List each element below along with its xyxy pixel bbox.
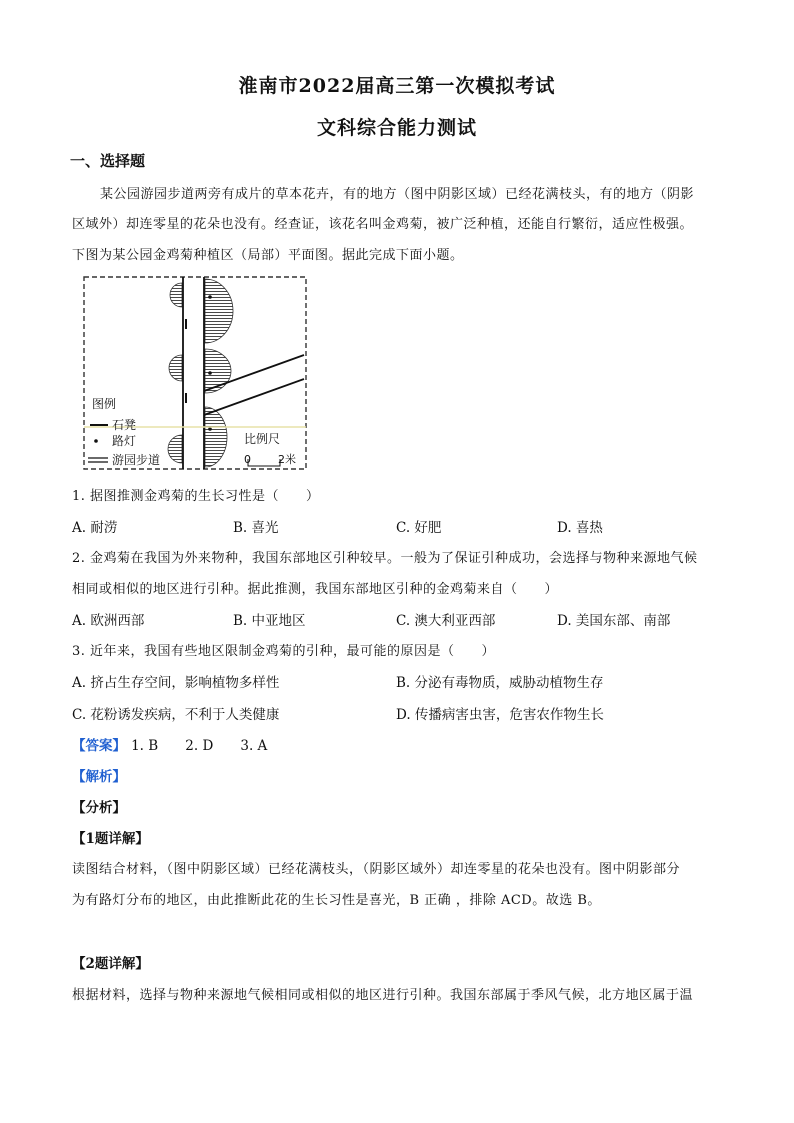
q1-detail-text: 读图结合材料，（图中阴影区域）已经花满枝头，（阴影区域外）却连零星的花朵也没有。图中阴影部分 [72,862,681,877]
answer-line [72,734,267,754]
question-1-option-c[interactable]: C. 好肥 [396,520,442,536]
material-line: 某公园游园步道两旁有成片的草本花卉，有的地方（图中阴影区域）已经花满枝头，有的地方（阴影 [100,187,695,202]
answer-1: 1. B [131,738,159,754]
shaded-area [168,435,182,463]
legend-lamp-icon [94,439,98,443]
legend-lamp-label: 路灯 [112,434,137,448]
lamp-icon [208,295,212,299]
exam-subtitle: 文科综合能力测试 [316,117,477,139]
exam-title: 淮南市2022届高三第一次模拟考试 [238,75,556,97]
shaded-area [205,279,233,343]
question-1-option-a[interactable]: A. 耐涝 [72,520,118,536]
scale-zero: 0 [244,453,251,466]
question-1-stem: 1. 据图推测金鸡菊的生长习性是（ ） [72,489,320,504]
question-1-option-d[interactable]: D. 喜热 [557,520,603,536]
q1-detail-heading: 【1题详解】 [72,831,149,847]
section-heading: 一、选择题 [70,152,146,170]
shaded-area [170,283,182,307]
question-2-option-c[interactable]: C. 澳大利亚西部 [396,613,496,629]
answer-3: 3. A [240,738,268,754]
question-2-option-a[interactable]: A. 欧洲西部 [72,613,145,629]
question-2-stem: 2. 金鸡菊在我国为外来物种，我国东部地区引种较早。一般为了保证引种成功，会选择与物种来源地气候 [72,551,698,566]
question-2-option-d[interactable]: D. 美国东部、南部 [557,613,671,629]
shaded-area [205,407,227,467]
lamp-icon [208,371,212,375]
question-3-stem: 3. 近年来，我国有些地区限制金鸡菊的引种，最可能的原因是（ ） [72,644,496,659]
question-2-option-b[interactable]: B. 中亚地区 [233,613,306,629]
answer-label: 【答案】 [72,738,126,754]
scale-value: 2米 [278,453,296,466]
material-line: 区域外）却连零星的花朵也没有。经查证，该花名叫金鸡菊，被广泛种植，还能自行繁衍，适应性极强。 [72,217,694,232]
material-line: 下图为某公园金鸡菊种植区（局部）平面图。据此完成下面小题。 [72,248,464,263]
legend-title: 图例 [92,397,117,411]
question-2-stem-cont: 相同或相似的地区进行引种。据此推测，我国东部地区引种的金鸡菊来自（ ） [72,582,559,597]
scale-bar [248,459,280,466]
question-3-option-b[interactable]: B. 分泌有毒物质，威胁动植物生存 [396,675,604,691]
shaded-area [169,355,182,381]
question-3-option-a[interactable]: A. 挤占生存空间，影响植物多样性 [72,675,280,691]
q1-detail-text-cont: 为有路灯分布的地区，由此推断此花的生长习性是喜光，B 正确 ，排除 ACD。故选 B。 [72,893,601,908]
q2-detail-text: 根据材料，选择与物种来源地气候相同或相似的地区进行引种。我国东部属于季风气候，北方地区属于温 [72,988,694,1003]
question-3-option-c[interactable]: C. 花粉诱发疾病，不利于人类健康 [72,707,280,723]
question-3-option-d[interactable]: D. 传播病害虫害，危害农作物生长 [396,707,604,723]
question-1-option-b[interactable]: B. 喜光 [233,520,279,536]
fenxi-label: 【分析】 [72,800,126,816]
scale-title: 比例尺 [244,432,281,446]
legend-bench-label: 石凳 [112,418,137,432]
q2-detail-heading: 【2题详解】 [72,956,149,972]
legend-path-label: 游园步道 [112,453,161,467]
answer-2: 2. D [185,738,214,754]
park-plan-map [82,275,310,473]
analysis-label: 【解析】 [72,769,126,785]
lamp-icon [208,427,212,431]
